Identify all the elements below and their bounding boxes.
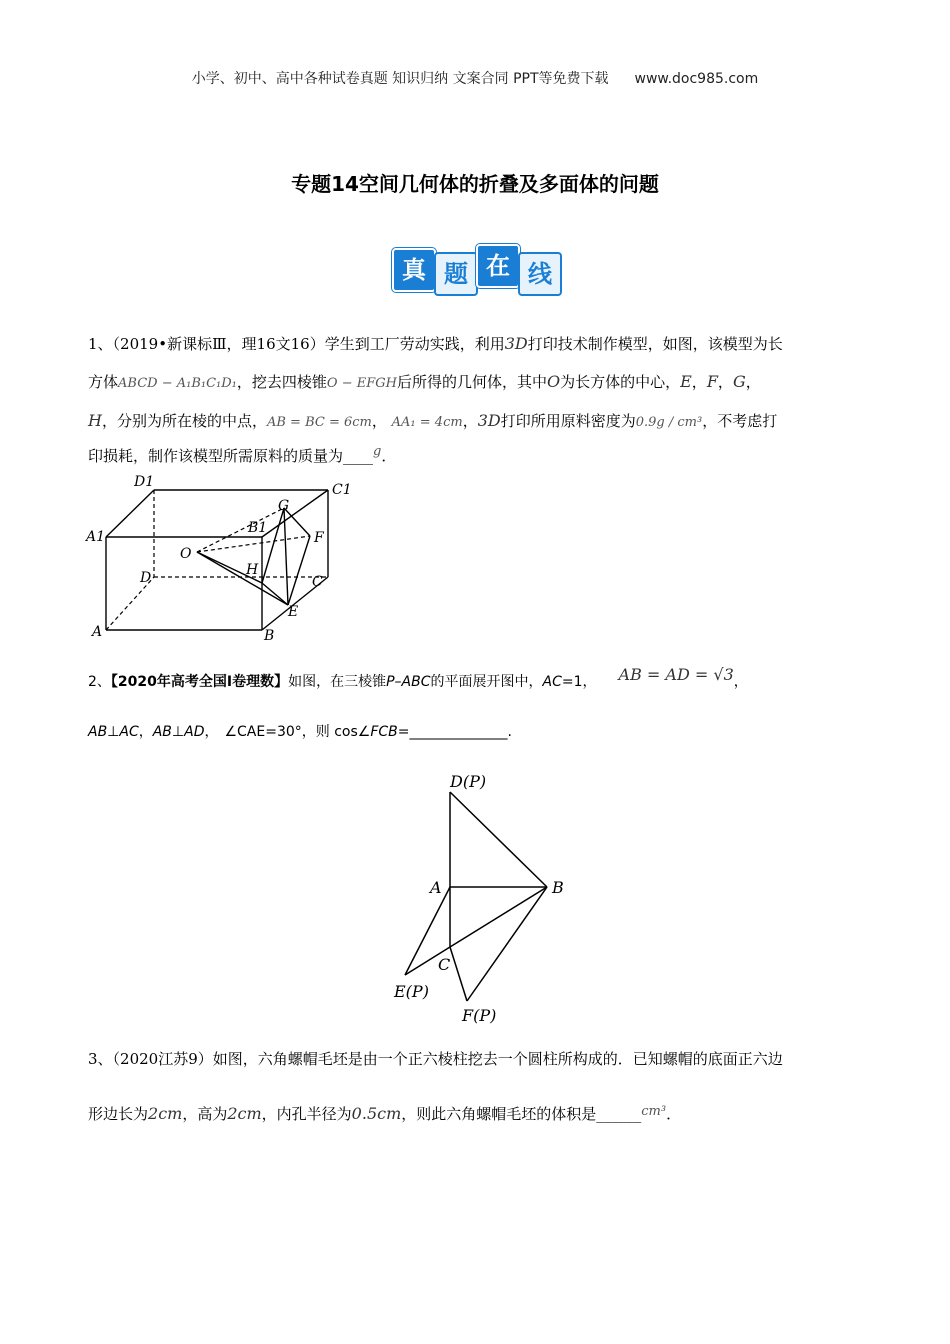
label-b: B (264, 628, 275, 644)
q2-sep-1: ， (138, 724, 153, 740)
label-f: F (314, 530, 324, 546)
label-a: A (92, 624, 103, 640)
figure-1-cuboid (84, 470, 354, 645)
q1-text-3: ，挖去四棱锥 (236, 373, 327, 391)
math-ab-bc: AB = BC = 6cm (266, 415, 372, 430)
math-05cm: 0.5cm (351, 1104, 402, 1123)
edge-he (262, 583, 288, 605)
q1-number: 1、 (88, 335, 113, 353)
q1-line-1 (88, 335, 866, 353)
math-f: F (706, 372, 718, 391)
comma-3: ， (745, 373, 761, 391)
label-b1: B1 (248, 520, 268, 536)
math-e: E (680, 372, 692, 391)
q1-line-4 (88, 443, 866, 465)
label-c: C (438, 955, 451, 974)
math-3d-2: 3D (477, 411, 501, 430)
q2-text-1: 如图，在三棱锥 (288, 674, 387, 690)
q2-angle-cae: ∠CAE=30° (224, 724, 302, 740)
badge-char-4: 线 (518, 252, 562, 296)
math-cm3: cm³ (641, 1104, 667, 1119)
q2-ab-perp-ac: AB⊥AC (88, 724, 139, 740)
q1-text-2: 方体 (88, 373, 119, 391)
q3-text-5: ，则此六角螺帽毛坯的体积是______ (401, 1105, 642, 1123)
math-ab-ad-sqrt3: AB = AD = √3 (618, 665, 734, 684)
label-e: E (288, 604, 299, 620)
q2-line-2 (88, 723, 866, 741)
q2-sep-2: ， (204, 724, 219, 740)
q1-text-7: 打印所用原料密度为 (500, 412, 636, 430)
label-b: B (552, 878, 564, 897)
comma-4: ， (371, 412, 387, 430)
header-url[interactable]: www.doc985.com (634, 71, 759, 87)
q3-text-4: ，内孔半径为 (261, 1105, 352, 1123)
q2-ac: AC (542, 674, 562, 690)
label-h: H (246, 562, 259, 578)
q2-cos: ，则 cos∠ (301, 724, 371, 740)
label-ep: E(P) (394, 982, 429, 1001)
label-a: A (430, 878, 442, 897)
math-h: H (88, 411, 102, 430)
q3-number: 3、 (88, 1050, 113, 1068)
q2-source: 【2020年高考全国Ⅰ卷理数】 (110, 674, 289, 690)
q2-number: 2、 (88, 674, 111, 690)
badge-char-2: 题 (434, 252, 478, 296)
math-g-unit: g (373, 444, 382, 459)
label-a1: A1 (86, 529, 106, 545)
q1-line-3 (88, 412, 866, 432)
comma-1: ， (691, 373, 707, 391)
label-d1: D1 (134, 474, 155, 490)
label-fp: F(P) (462, 1006, 497, 1025)
badge-char-1: 真 (392, 248, 436, 292)
q3-text-2: 形边长为 (88, 1105, 149, 1123)
math-2cm: 2cm (148, 1104, 183, 1123)
q3-text-3: ，高为 (182, 1105, 228, 1123)
q1-line-2 (88, 373, 866, 393)
q1-text-1: 打印技术制作模型，如图，该模型为长 (527, 335, 783, 353)
q1-text-8: ，不考虑打 (702, 412, 778, 430)
math-o: O (546, 372, 561, 391)
q3-line-2 (88, 1103, 866, 1123)
math-g: G (732, 372, 746, 391)
label-o: O (180, 546, 192, 562)
q1-text-9: 印损耗，制作该模型所需原料的质量为____ (88, 447, 374, 465)
q2-blank: =______________. (397, 724, 512, 740)
q3-text-1: （2020江苏9）如图，六角螺帽毛坯是由一个正六棱柱挖去一个圆柱所构成的．已知螺帽的底面正六边 (112, 1050, 783, 1068)
q3-line-1 (88, 1050, 866, 1068)
edge-ge (284, 508, 288, 605)
q1-text-4: 后所得的几何体，其中 (396, 373, 547, 391)
q2-text-4: ， (733, 674, 748, 690)
label-d: D (140, 570, 152, 586)
math-2cm-2: 2cm (227, 1104, 262, 1123)
figure-2-net (380, 765, 580, 1030)
hidden-of (197, 536, 310, 552)
edge-db (450, 792, 547, 887)
math-box: ABCD − A₁B₁C₁D₁ (118, 376, 237, 391)
q3-text-6: ． (666, 1105, 682, 1123)
math-density: 0.9g / cm³ (635, 415, 703, 430)
q2-ab-perp-ad: AB⊥AD (152, 724, 205, 740)
label-g: G (278, 498, 290, 514)
edge-oe (197, 552, 288, 605)
badge-char-3: 在 (476, 244, 520, 288)
q1-text-5: 为长方体的中心， (560, 373, 681, 391)
zhenti-zaixian-badge (390, 242, 562, 294)
comma-5: ， (462, 412, 478, 430)
header-text: 小学、初中、高中各种试卷真题 知识归纳 文案合同 PPT等免费下载 (191, 71, 609, 87)
label-c1: C1 (332, 482, 352, 498)
q2-text-2: 的平面展开图中， (430, 674, 543, 690)
label-c: C (312, 574, 323, 590)
q1-text-10: ． (381, 447, 397, 465)
q2-text-3: =1， (561, 674, 597, 690)
math-aa1: AA₁ = 4cm (391, 415, 463, 430)
math-3d: 3D (504, 334, 528, 353)
edge-cf (450, 947, 467, 1001)
comma-2: ， (717, 373, 733, 391)
q2-pabc: P–ABC (386, 674, 431, 690)
page-title: 专题14空间几何体的折叠及多面体的问题 (291, 172, 659, 196)
page-header (0, 68, 950, 88)
edge-cb (450, 887, 547, 947)
math-pyramid: O − EFGH (326, 376, 397, 391)
edge-a1d1 (106, 490, 154, 537)
q1-source: （2019•新课标Ⅲ，理16文16）学生到工厂劳动实践，利用 (112, 335, 505, 353)
edge-fb (467, 887, 547, 1001)
q2-fcb: FCB (370, 724, 398, 740)
q1-text-6: ，分别为所在棱的中点， (101, 412, 267, 430)
q2-line-1 (88, 665, 866, 691)
label-dp: D(P) (450, 772, 487, 791)
